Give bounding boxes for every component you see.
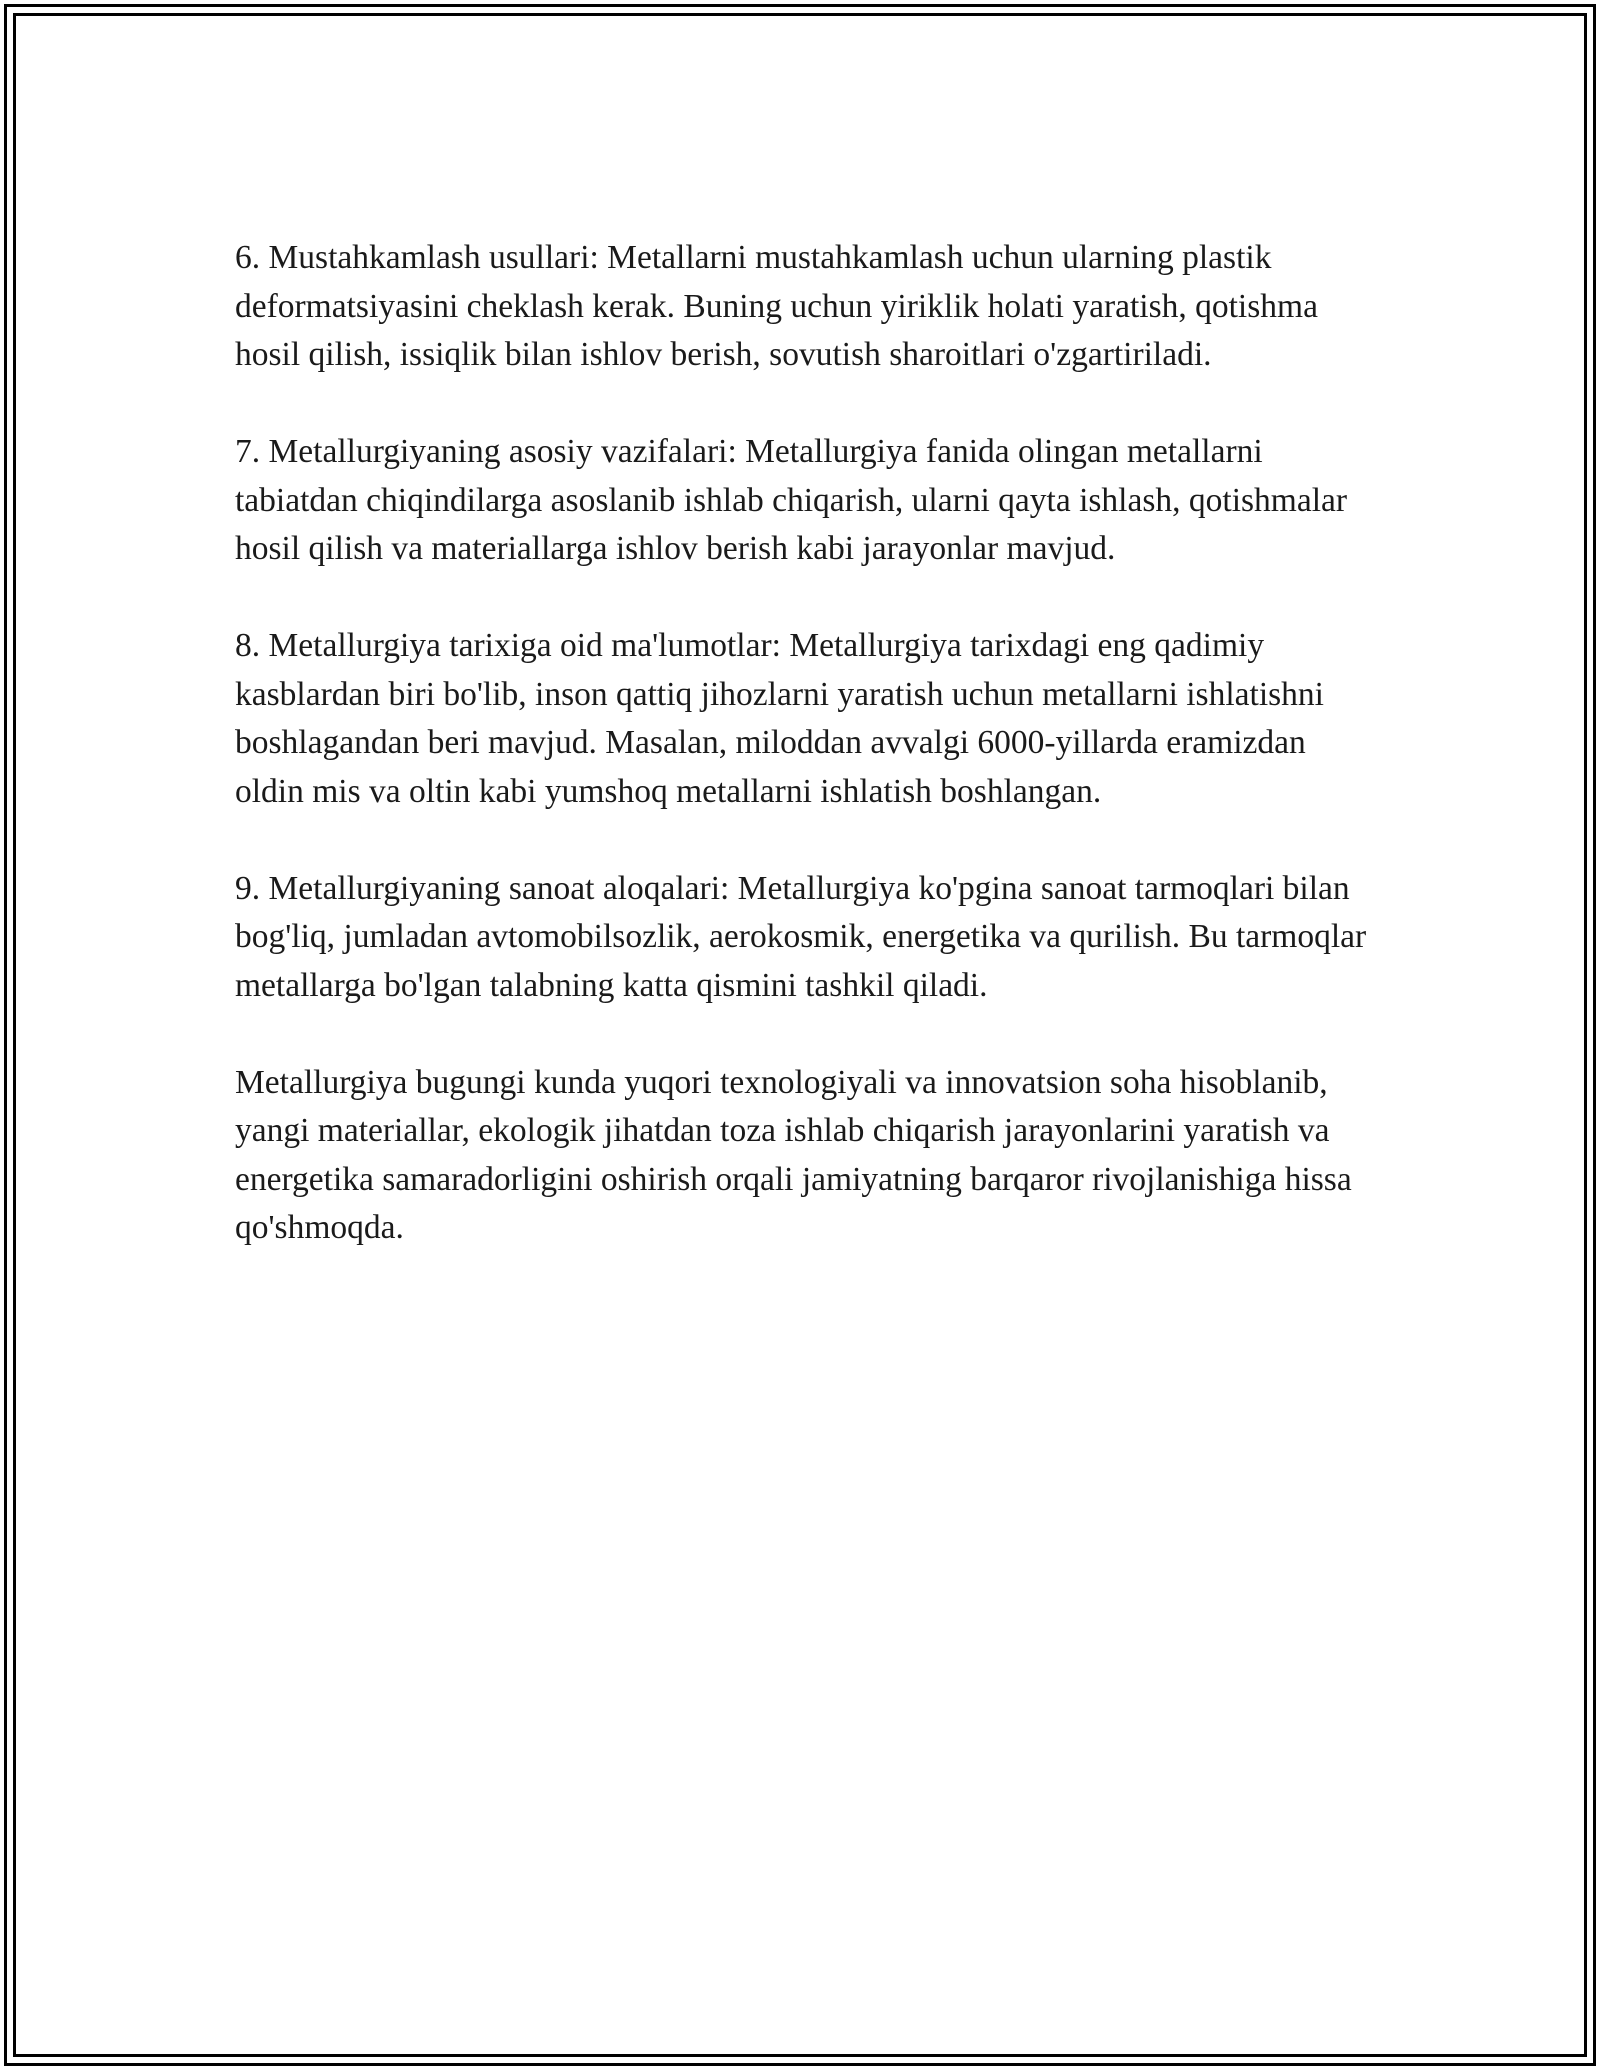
paragraph-industry-links: 9. Metallurgiyaning sanoat aloqalari: Metallurgiya ko'pgina sanoat tarmoqlari bilan bog'liq, jumladan avtomobilsozlik, aerokosmik, energetika va qurilish. Bu tarmoqlar metallarga bo'lgan talabning katta qismini tashkil qiladi.	[235, 869, 1367, 1004]
paragraph-main-tasks: 7. Metallurgiyaning asosiy vazifalari: Metallurgiya fanida olingan metallarni tabiatdan chiqindilarga asoslanib ishlab chiqarish, ularni qayta ishlash, qotishmalar hosil qilish va materiallarga ishlov berish kabi jarayonlar mavjud.	[235, 433, 1348, 567]
document-body	[235, 234, 1375, 1301]
paragraph-strengthening-methods: 6. Mustahkamlash usullari: Metallarni mustahkamlash uchun ularning plastik deformatsiyasini cheklash kerak. Buning uchun yiriklik holati yaratish, qotishma hosil qilish, issiqlik bilan ishlov berish, sovutish sharoitlari o'zgartiriladi.	[235, 239, 1318, 373]
paragraph-history: 8. Metallurgiya tarixiga oid ma'lumotlar: Metallurgiya tarixdagi eng qadimiy kasblardan biri bo'lib, inson qattiq jihozlarni yaratish uchun metallarni ishlatishni boshlagandan beri mavjud. Masalan, miloddan avvalgi 6000-yillarda eramizdan oldin mis va oltin kabi yumshoq metallarni ishlatish boshlangan.	[235, 627, 1324, 810]
paragraph-conclusion: Metallurgiya bugungi kunda yuqori texnologiyali va innovatsion soha hisoblanib, yangi materiallar, ekologik jihatdan toza ishlab chiqarish jarayonlarini yaratish va energetika samaradorligini oshirish orqali jamiyatning barqaror rivojlanishiga hissa qo'shmoqda.	[235, 1063, 1352, 1246]
